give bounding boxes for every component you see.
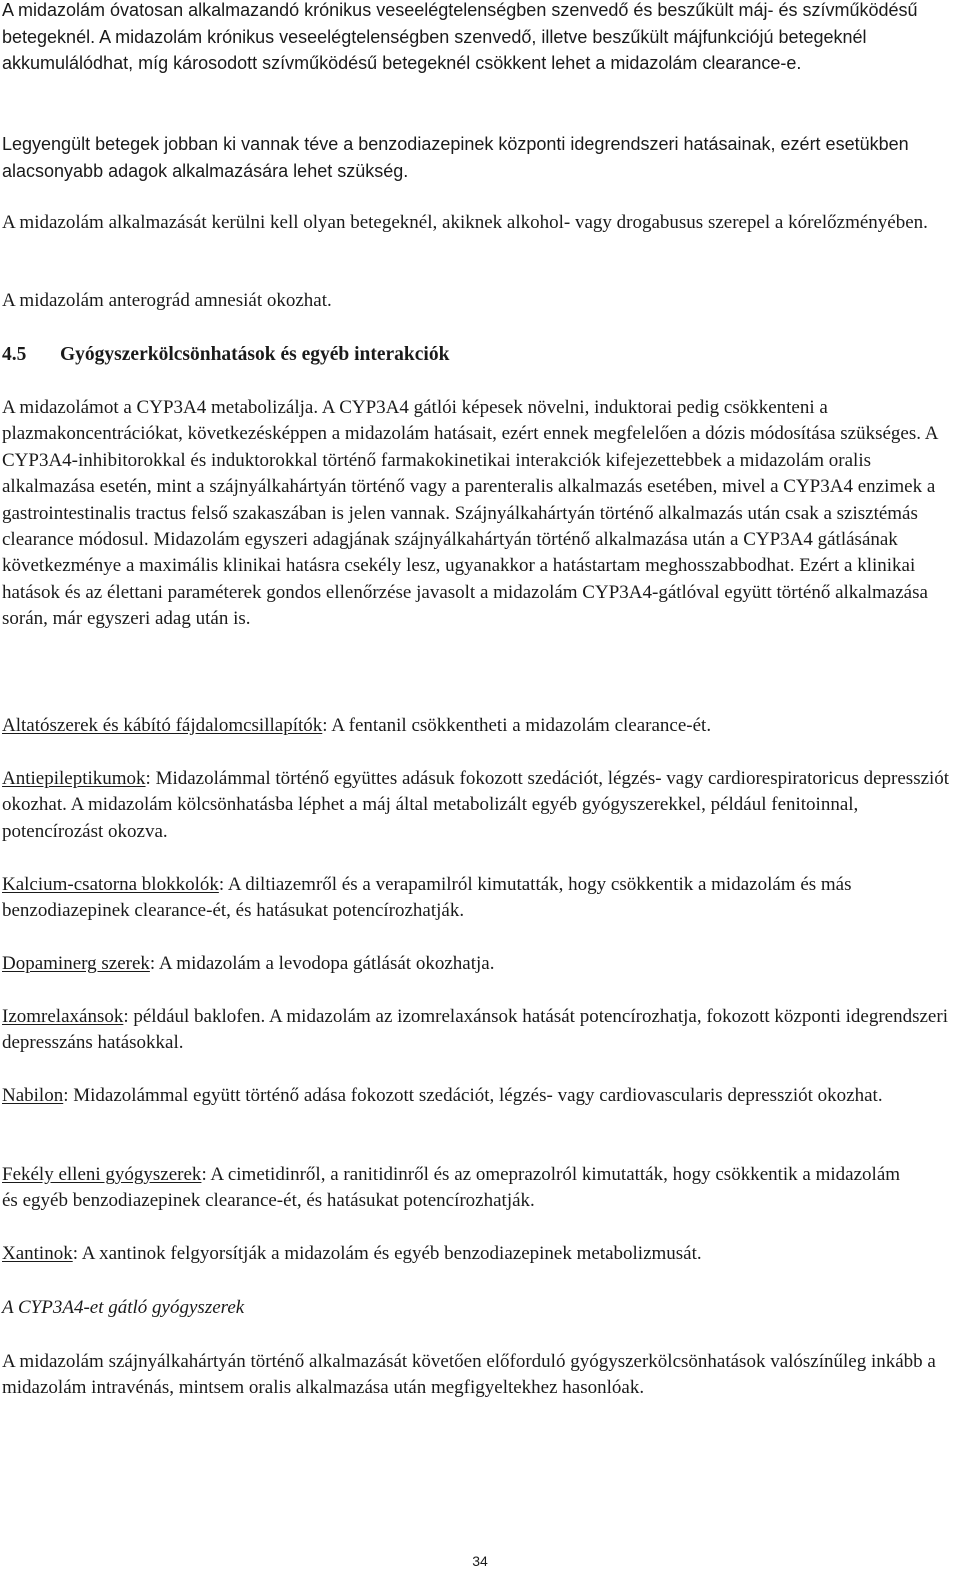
section-title: Gyógyszerkölcsönhatások és egyéb interakciók: [60, 344, 450, 365]
interaction-muscle-relaxants: [2, 1004, 952, 1057]
paragraph-renal-hepatic-caution: A midazolám óvatosan alkalmazandó krónikus veseelégtelenségben szenvedő és beszűkült máj- és szívműködésű betegeknél. A midazolám krónikus veseelégtelenségben szenvedő, illetve beszűkült májfunkciójú betegeknél akkumulálódhat, míg károsodott szívműködésű betegeknél csökkent lehet a midazolám clearance-e.: [2, 0, 918, 73]
interaction-term: Xantinok: [2, 1243, 73, 1264]
interaction-term: Fekély elleni gyógyszerek: [2, 1164, 202, 1185]
interaction-text: : Midazolámmal történő együttes adásuk fokozott szedációt, légzés- vagy cardiorespiratoricus depressziót okozhat. A midazolám kölcsönhatásba léphet a máj által metabolizált egyéb gyógyszerekkel, például fenitoinnal, potencírozást okozva.: [2, 768, 950, 842]
subheading-cyp3a4-inhibitors: A CYP3A4-et gátló gyógyszerek: [2, 1297, 245, 1318]
paragraph-oromucosal-interactions: A midazolám szájnyálkahártyán történő alkalmazását követően előforduló gyógyszerkölcsönhatások valószínűleg inkább a midazolám intravénás, mintsem oralis alkalmazása után megfigyeltekhez hasonlóak.: [2, 1351, 936, 1399]
interaction-antiepileptics: [2, 766, 952, 845]
paragraph-alcohol-drug-abuse: A midazolám alkalmazását kerülni kell olyan betegeknél, akiknek alkohol- vagy drogabusus szerepel a kórelőzményében.: [2, 212, 928, 233]
interaction-term: Nabilon: [2, 1085, 64, 1106]
interaction-nabilone: [2, 1083, 902, 1109]
interaction-text: : például baklofen. A midazolám az izomrelaxánsok hatását potencírozhatja, fokozott központi idegrendszeri depresszáns hatásokkal.: [2, 1006, 948, 1054]
interaction-text: : A fentanil csökkentheti a midazolám clearance-ét.: [322, 715, 712, 736]
interaction-term: Altatószerek és kábító fájdalomcsillapítók: [2, 715, 323, 736]
interaction-term: Kalcium-csatorna blokkolók: [2, 874, 219, 895]
paragraph-debilitated-patients: Legyengült betegek jobban ki vannak téve a benzodiazepinek központi idegrendszeri hatásainak, ezért esetükben alacsonyabb adagok alkalmazására lehet szükség.: [2, 134, 909, 181]
interaction-anesthetics: [2, 713, 952, 739]
interaction-term: Izomrelaxánsok: [2, 1006, 124, 1027]
interaction-term: Dopaminerg szerek: [2, 953, 150, 974]
interaction-antiulcer-drugs: [2, 1162, 902, 1215]
interaction-dopaminergic-agents: [2, 951, 952, 977]
interaction-text: : A diltiazemről és a verapamilról kimutatták, hogy csökkentik a midazolám és más benzodiazepinek clearance-ét, és hatásukat potencírozhatják.: [2, 874, 852, 922]
interaction-term: Antiepileptikumok: [2, 768, 146, 789]
interaction-text: : A midazolám a levodopa gátlását okozhatja.: [149, 953, 495, 974]
section-number: 4.5: [2, 344, 27, 365]
interaction-text: : A xantinok felgyorsítják a midazolám és egyéb benzodiazepinek metabolizmusát.: [72, 1243, 702, 1264]
interaction-xanthines: [2, 1241, 952, 1267]
section-heading: [2, 342, 952, 368]
paragraph-amnesia: A midazolám anterográd amnesiát okozhat.: [2, 290, 332, 311]
interaction-calcium-channel-blockers: [2, 872, 902, 925]
page-number: 34: [472, 1553, 488, 1569]
interaction-text: : A cimetidinről, a ranitidinről és az omeprazolról kimutatták, hogy csökkentik a midazolám és egyéb benzodiazepinek clearance-ét, és hatásukat potencírozhatják.: [2, 1164, 901, 1212]
interaction-text: : Midazolámmal együtt történő adása fokozott szedációt, légzés- vagy cardiovascularis depressziót okozhat.: [63, 1085, 883, 1106]
paragraph-cyp3a4-metabolism: A midazolámot a CYP3A4 metabolizálja. A CYP3A4 gátlói képesek növelni, induktorai pedig csökkenteni a plazmakoncentrációkat, következésképpen a midazolám hatásait, ezért ennek megfelelően a dózis módosítása szükséges. A CYP3A4-inhibitorokkal és induktorokkal történő farmakokinetikai interakciók kifejezettebbek a midazolám oralis alkalmazása esetén, mint a szájnyálkahártyán történő vagy a parenteralis alkalmazás esetében, mivel a CYP3A4 enzimek a gastrointestinalis tractus felső szakaszában is jelen vannak. Szájnyálkahártyán történő alkalmazás után csak a szisztémás clearance módosul. Midazolám egyszeri adagjának szájnyálkahártyán történő alkalmazása után a CYP3A4 gátlásának következménye a maximális klinikai hatásra csekély lesz, ugyanakkor a hatástartam meghosszabbodhat. Ezért a klinikai hatások és az élettani paraméterek gondos ellenőrzése javasolt a midazolám CYP3A4-gátlóval együtt történő alkalmazása során, már egyszeri adag után is.: [2, 397, 938, 630]
